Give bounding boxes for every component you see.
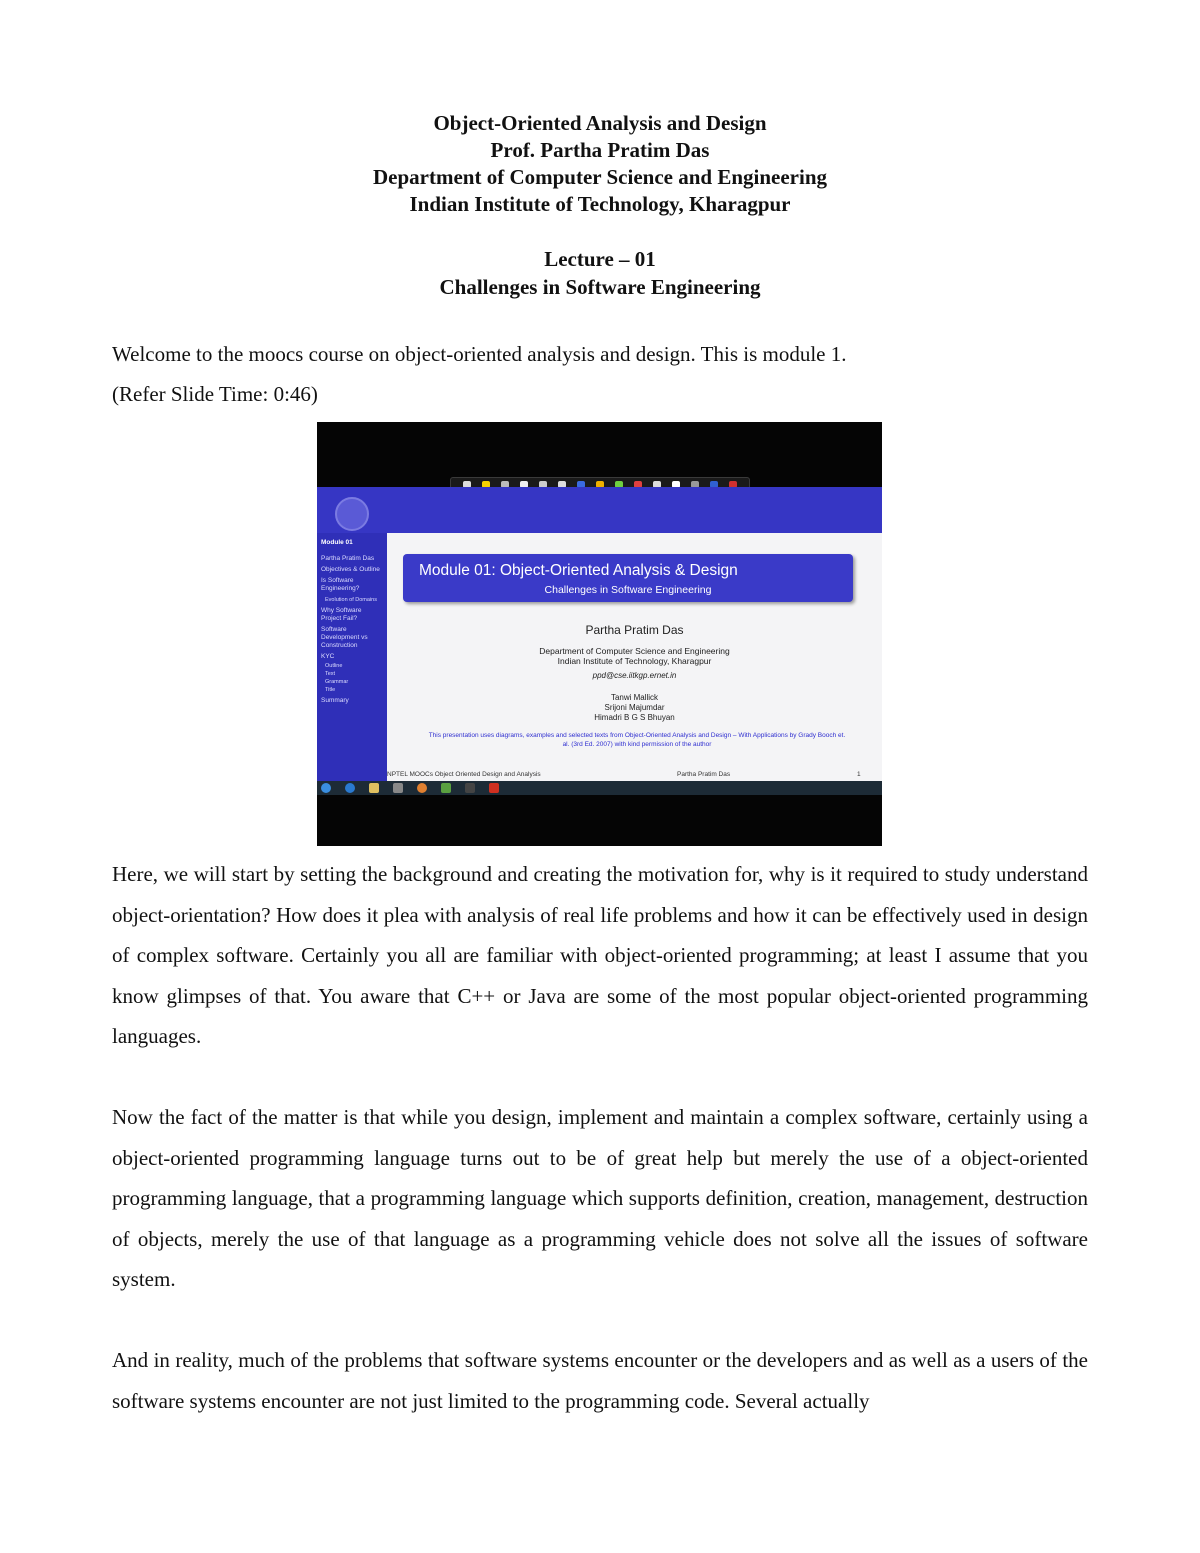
app-icon	[441, 783, 451, 793]
slide-title-box	[403, 554, 853, 602]
slide-email: ppd@cse.iitkgp.ernet.in	[592, 671, 677, 680]
browser-icon	[345, 783, 355, 793]
slide-team-member: Tanwi Mallick	[610, 693, 659, 702]
lecture-title: Challenges in Software Engineering	[439, 275, 761, 299]
iit-logo-icon	[335, 497, 369, 531]
slide-inst: Indian Institute of Technology, Kharagpur	[557, 656, 712, 666]
pdf-icon	[489, 783, 499, 793]
paragraph-2: Now the fact of the matter is that while you design, implement and maintain a complex software, certainly using a object-oriented programming language turns out to be of great help but merely the use of a object-oriented programming language, that a programming language which supports definition, creation, management, destruction of objects, merely the use of that language as a programming vehicle does not solve all the issues of software system.	[112, 1105, 1088, 1291]
sidebar-item: Text	[325, 671, 336, 677]
sidebar-item: Objectives & Outline	[321, 566, 380, 573]
slide-team-member: Himadri B G S Bhuyan	[594, 713, 675, 722]
sidebar-item: Outline	[325, 663, 343, 669]
sidebar-item: Title	[325, 687, 336, 693]
paragraph-1: Here, we will start by setting the background and creating the motivation for, why is it required to study understand object-orientation? How does it plea with analysis of real life problems and how it can be effectively used in design of complex software. Certainly you all are familiar with object-oriented programming; at least I assume that you know glimpses of that. You aware that C++ or Java are some of the most popular object-oriented programming languages.	[112, 862, 1088, 1048]
start-icon	[321, 783, 331, 793]
slide-topbar	[317, 487, 882, 533]
professor-name: Prof. Partha Pratim Das	[490, 138, 710, 162]
folder-icon	[369, 783, 379, 793]
app-icon	[393, 783, 403, 793]
slide-screenshot	[317, 422, 882, 846]
sidebar-item: Module 01	[321, 539, 353, 546]
course-title: Object-Oriented Analysis and Design	[433, 111, 767, 135]
institute-name: Indian Institute of Technology, Kharagpur	[409, 192, 791, 216]
sidebar-item: Partha Pratim Das	[321, 555, 375, 562]
welcome-line: Welcome to the moocs course on object-oriented analysis and design. This is module 1.	[112, 342, 847, 366]
slide-footer-mid: Partha Pratim Das	[677, 771, 731, 778]
slide-page-number: 1	[857, 771, 861, 778]
sidebar-item: KYC	[321, 653, 335, 660]
sidebar-item: Evolution of Domains	[325, 597, 377, 603]
slide-title: Module 01: Object-Oriented Analysis & Design	[419, 562, 738, 579]
paragraph-3: And in reality, much of the problems that software systems encounter or the developers and as well as a users of the software systems encounter are not just limited to the programming code. Several actually	[112, 1348, 1088, 1413]
slide-sidebar	[317, 533, 387, 781]
slide-footer	[387, 771, 882, 781]
slide-team-member: Srijoni Majumdar	[604, 703, 665, 712]
lecture-number: Lecture – 01	[544, 247, 656, 271]
slide-subtitle: Challenges in Software Engineering	[544, 584, 712, 596]
slide-dept: Department of Computer Science and Engineering	[539, 646, 730, 656]
sidebar-item: Grammar	[325, 679, 349, 685]
slide-screen	[317, 487, 882, 795]
department-name: Department of Computer Science and Engineering	[373, 165, 827, 189]
slide-note: This presentation uses diagrams, examples and selected texts from Object-Oriented Analysis and Design – With Applications by Grady Booch et. al. (3rd Ed. 2007) with kind permission of the author	[428, 732, 846, 748]
slide-time-ref: (Refer Slide Time: 0:46)	[112, 382, 318, 406]
sidebar-item: Summary	[321, 697, 349, 704]
sidebar-item: Software Development vs Construction	[321, 626, 368, 649]
windows-taskbar	[317, 781, 882, 795]
sidebar-item: Why Software Project Fail?	[321, 607, 362, 622]
app-icon	[465, 783, 475, 793]
sidebar-item: Is Software Engineering?	[321, 577, 360, 592]
slide-author: Partha Pratim Das	[585, 623, 684, 637]
document-header	[0, 110, 1200, 301]
slide-footer-left: NPTEL MOOCs Object Oriented Design and Analysis	[387, 771, 541, 778]
chrome-icon	[417, 783, 427, 793]
